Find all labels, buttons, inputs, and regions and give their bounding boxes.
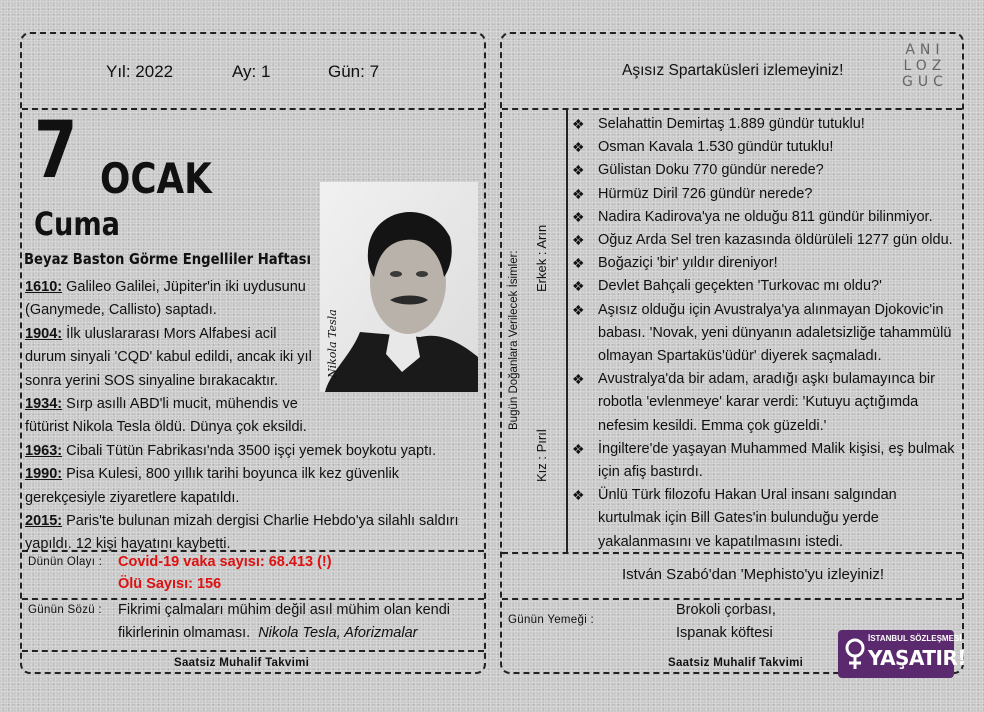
right-yemek-divider [502,598,962,600]
news-item [570,136,958,159]
bullet-icon: ❖ [572,278,585,295]
event-line [25,487,465,510]
soz-line-1: Fikrimi çalmaları mühim değil asıl mühim olan kendi [118,602,450,618]
olay-line-2: Ölü Sayısı: 156 [118,576,222,592]
olay-line-1: Covid-19 vaka sayısı: 68.413 (!) [118,554,332,570]
left-header-divider [22,108,484,110]
weekday: Cuma [34,205,121,243]
soz-line-2-text: fikirlerinin olmaması. [118,625,251,641]
soz-line-2 [118,625,417,641]
news-line: nefesim kesildi. Emma çok güzeldi.' [598,417,827,434]
bullet-icon: ❖ [572,139,585,156]
bullet-icon: ❖ [572,185,585,202]
news-line: İngiltere'de yaşayan Muhammed Malik kişisi, eş bulmak [598,440,955,457]
news-line: Ünlü Türk filozofu Hakan Ural insanı salgından [598,487,897,504]
left-footer-divider [22,650,484,652]
news-line: Selahattin Demirtaş 1.889 gündür tutuklu! [598,116,865,132]
event-year: 1990: [25,466,63,483]
news-line: yakalanmasını ve kapatılmasını istedi. [598,533,844,550]
anilozguc-logo [902,42,948,90]
day-label: Gün: 7 [328,62,380,81]
news-item [570,252,958,275]
event-text: (Ganymede, Callisto) saptadı. [25,302,217,319]
news-item [570,299,958,369]
news-line: Gülistan Doku 770 gündür nerede? [598,162,824,179]
logo-line-1: ANI [905,42,945,58]
news-item [570,438,958,484]
event-text: durum sinyali 'CQD' kabul edildi, ancak iki yıl [25,349,312,366]
logo-line-2: LOZ [903,58,947,74]
yemek-line-2: Ispanak köftesi [676,625,773,641]
event-year: 1963: [25,442,63,459]
right-header-divider [502,108,962,110]
bullet-icon: ❖ [572,116,585,132]
name-erkek: Erkek : Arın [534,224,549,292]
right-footer: Saatsiz Muhalif Takvimi [668,657,804,669]
photo-caption: Nikola Tesla [326,309,339,378]
event-text: İlk uluslararası Mors Alfabesi acil [62,325,277,342]
event-line [25,440,465,463]
news-line: Oğuz Arda Sel tren kazasında öldürüleli 1277 gün oldu. [598,232,953,249]
event-line [25,463,465,486]
event-text: fütürist Nikola Tesla öldü. Dünya çok eksildi. [25,419,307,436]
event-year: 1934: [25,396,63,413]
name-kiz: Kız : Pırıl [534,429,549,482]
olay-label: Dünün Olayı : [28,556,103,568]
events-list [25,276,465,557]
news-line: kurtulmak için Bill Gates'in bulunduğu yerde [598,510,879,527]
news-line: Devlet Bahçali geçekten 'Turkovac mı oldu?' [598,278,882,295]
event-year: 2015: [25,513,63,530]
news-line: için afiş bastırdı. [598,464,703,481]
event-text: gerekçesiyle ziyaretlere kapatıldı. [25,489,240,506]
bullet-icon: ❖ [572,162,585,179]
news-line: Hürmüz Diril 726 gündür nerede? [598,185,813,202]
event-year: 1904: [25,325,63,342]
news-item [570,229,958,252]
left-soz-divider [22,598,484,600]
month-name: OCAK [100,154,212,203]
event-text: Sırp asıllı ABD'li mucit, mühendis ve [62,396,298,413]
event-text: sonra yerini SOS sinyaline bırakacaktır. [25,372,279,389]
news-line: Avustralya'da bir adam, aradığı aşkı bulamayınca bir [598,371,935,388]
news-line: Nadira Kadirova'ya ne olduğu 811 gündür bilinmiyor. [598,208,933,225]
event-line [25,323,465,346]
news-item [570,484,958,554]
month-label: Ay: 1 [232,62,271,81]
news-line: Aşısız olduğu için Avustralya'ya alınmayan Djokovic'in [598,301,944,318]
event-text: Cibali Tütün Fabrikası'nda 3500 işçi yemek boykotu yaptı. [62,442,437,459]
event-text: Pisa Kulesi, 800 yıllık tarihi boyunca ilk kez güvenlik [62,466,399,483]
yemek-line-1: Brokoli çorbası, [676,602,776,618]
bullet-icon: ❖ [572,371,585,388]
news-item [570,159,958,182]
event-text: Galileo Galilei, Jüpiter'in iki uydusunu [62,279,306,295]
year-label: Yıl: 2022 [106,62,174,81]
soz-author: Nikola Tesla, Aforizmalar [258,625,418,641]
event-line [25,510,465,533]
badge-main-text: YAŞATIR! [868,646,966,670]
female-symbol-icon [844,638,866,670]
soz-label: Günün Sözü : [28,604,102,616]
badge-top-text: İSTANBUL SÖZLEŞMESİ [868,634,962,643]
news-item [570,368,958,438]
bullet-icon: ❖ [572,208,585,225]
event-line [25,416,465,439]
news-line: olmayan Spartaküs'üdür' diyerek saçmaladı. [598,348,882,365]
yemek-label: Günün Yemeği : [508,614,595,626]
bullet-icon: ❖ [572,232,585,249]
news-line: Osman Kavala 1.530 gündür tutuklu! [598,139,834,156]
event-text: yapıldı. 12 kişi hayatını kaybetti. [25,536,231,553]
logo-line-3: GUC [902,74,948,90]
news-line: Boğaziçi 'bir' yıldır direniyor! [598,255,778,272]
film-line: István Szabó'dan 'Mephisto'yu izleyiniz! [622,566,885,583]
news-item [570,275,958,298]
news-item [570,113,958,136]
top-title: Aşısız Spartaküsleri izlemeyiniz! [622,62,844,79]
left-footer: Saatsiz Muhalif Takvimi [174,657,310,669]
event-line [25,393,465,416]
event-line [25,370,465,393]
day-number: 7 [34,106,76,196]
bullet-icon: ❖ [572,301,585,318]
news-item [570,183,958,206]
news-line: robotla 'evlenmeye' karar verdi: 'Kutuyu açtığımda [598,394,919,411]
names-column-divider [566,110,568,552]
bullet-icon: ❖ [572,440,585,457]
names-title: Bugün Doğanlara Verilecek İsimler: [508,250,520,430]
bullet-icon: ❖ [572,255,585,272]
event-line [25,299,465,322]
news-list [570,113,958,554]
news-line: babası. 'Novak, yeni dünyanın adaletsizliğe tahammülü [598,324,952,341]
event-year: 1610: [25,279,63,295]
week-title: Beyaz Baston Görme Engelliler Haftası [24,250,311,268]
istanbul-sozlesmesi-badge [838,630,966,678]
bullet-icon: ❖ [572,487,585,504]
event-line [25,276,465,299]
news-item [570,206,958,229]
event-line [25,346,465,369]
event-text: Paris'te bulunan mizah dergisi Charlie Hebdo'ya silahlı saldırı [62,513,459,530]
